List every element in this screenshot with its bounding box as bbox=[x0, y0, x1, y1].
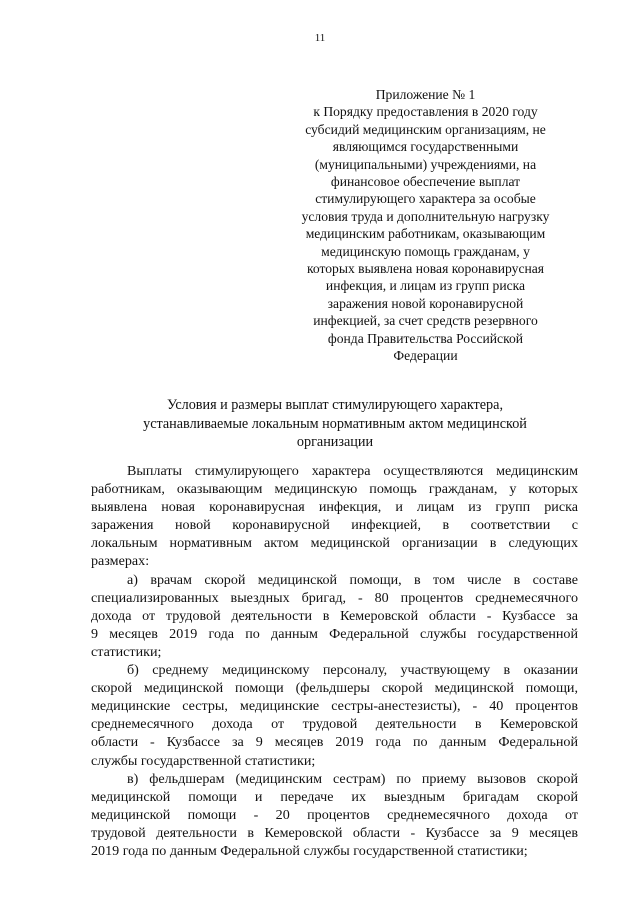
appendix-line: являющимся государственными bbox=[332, 139, 519, 155]
appendix-line: субсидий медицинским организациям, не bbox=[305, 121, 546, 137]
appendix-line: заражения новой коронавирусной bbox=[327, 295, 524, 311]
paragraph-line: медицинские сестры, медицинские сестры-анестезисты), - 40 процентов bbox=[91, 698, 578, 715]
paragraph-line: работникам, оказывающим медицинскую помощь гражданам, у которых bbox=[91, 481, 578, 498]
paragraph-line: 9 месяцев 2019 года по данным Федеральной службы государственной bbox=[91, 625, 578, 642]
item-a-paragraph bbox=[91, 571, 578, 661]
item-c-paragraph bbox=[91, 770, 578, 860]
item-b-paragraph bbox=[91, 661, 578, 770]
paragraph-line: Выплаты стимулирующего характера осуществляются медицинским bbox=[127, 463, 578, 479]
appendix-line: стимулирующего характера за особые bbox=[315, 191, 536, 207]
paragraph-line: специализированных выездных бригад, - 80 процентов среднемесячного bbox=[91, 589, 578, 606]
heading-line: организации bbox=[296, 434, 374, 450]
appendix-line: фонда Правительства Российской bbox=[327, 330, 524, 346]
paragraph-line: а) врачам скорой медицинской помощи, в том числе в составе bbox=[127, 571, 578, 588]
paragraph-line: 2019 года по данным Федеральной службы государственной статистики; bbox=[91, 842, 528, 859]
paragraph-line: скорой медицинской помощи (фельдшеры скорой медицинской помощи, bbox=[91, 680, 578, 697]
appendix-line: медицинскую помощь гражданам, у bbox=[321, 243, 530, 259]
heading-line: устанавливаемые локальным нормативным актом медицинской bbox=[143, 415, 527, 432]
paragraph-line: заражения новой коронавирусной инфекцией, в соответствии с bbox=[91, 517, 578, 534]
appendix-header bbox=[268, 86, 583, 365]
appendix-line: финансовое обеспечение выплат bbox=[330, 174, 521, 190]
paragraph-line: службы государственной статистики; bbox=[91, 752, 316, 769]
paragraph-line: б) среднему медицинскому персоналу, участвующему в оказании bbox=[127, 662, 578, 679]
paragraph-line: медицинской помощи и передаче их выездным бригадам скорой bbox=[91, 788, 578, 805]
appendix-line: к Порядку предоставления в 2020 году bbox=[313, 104, 538, 120]
paragraph-line: трудовой деятельности в Кемеровской области - Кузбассе за 9 месяцев bbox=[91, 824, 578, 841]
intro-paragraph bbox=[91, 462, 578, 571]
paragraph-line: области - Кузбассе за 9 месяцев 2019 года по данным Федеральной bbox=[91, 734, 578, 751]
paragraph-line: локальным нормативным актом медицинской организации в следующих bbox=[91, 535, 578, 552]
appendix-line: Федерации bbox=[393, 348, 458, 364]
paragraph-line: размерах: bbox=[91, 553, 150, 570]
appendix-line: которых выявлена новая коронавирусная bbox=[306, 261, 545, 277]
appendix-line: инфекцией, за счет средств резервного bbox=[313, 313, 538, 329]
paragraph-line: выявлена новая коронавирусная инфекция, и лицам из групп риска bbox=[91, 499, 578, 516]
appendix-line: медицинским работникам, оказывающим bbox=[305, 226, 546, 242]
appendix-line: инфекция, и лицам из групп риска bbox=[325, 278, 526, 294]
paragraph-line: медицинской помощи - 20 процентов среднемесячного дохода от bbox=[91, 806, 578, 823]
heading-line: Условия и размеры выплат стимулирующего характера, bbox=[166, 397, 503, 413]
paragraph-line: статистики; bbox=[91, 643, 162, 660]
appendix-line: условия труда и дополнительную нагрузку bbox=[301, 208, 550, 224]
document-body bbox=[91, 462, 578, 860]
appendix-title: Приложение № 1 bbox=[375, 87, 476, 102]
paragraph-line: дохода от трудовой деятельности в Кемеровской области - Кузбассе за bbox=[91, 607, 578, 624]
section-heading bbox=[90, 396, 580, 452]
paragraph-line: среднемесячного дохода от трудовой деятельности в Кемеровской bbox=[91, 716, 578, 733]
page-number: 11 bbox=[314, 32, 326, 44]
appendix-line: (муниципальными) учреждениями, на bbox=[314, 156, 537, 172]
paragraph-line: в) фельдшерам (медицинским сестрам) по приему вызовов скорой bbox=[127, 770, 578, 787]
